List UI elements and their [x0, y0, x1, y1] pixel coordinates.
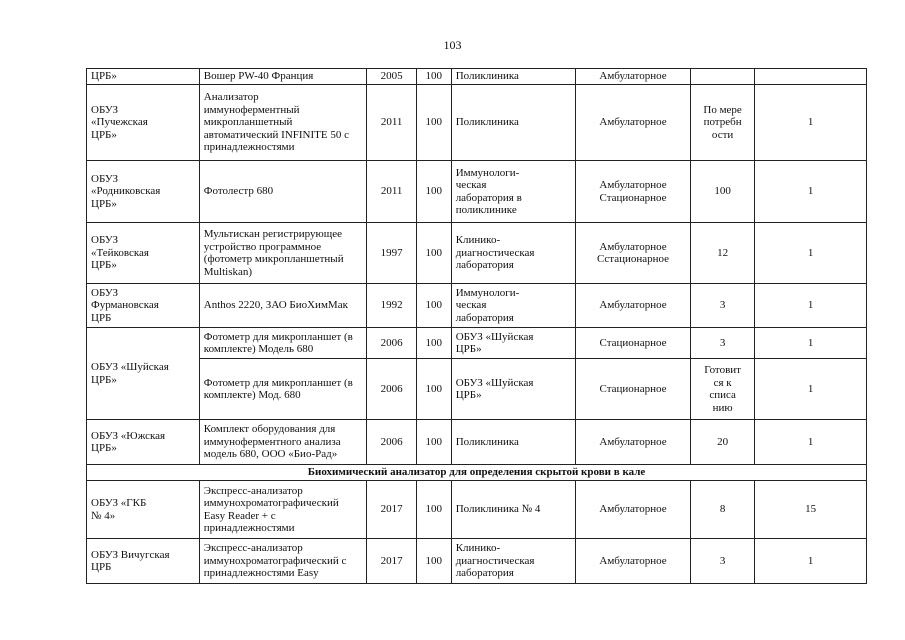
- load-cell: [690, 69, 754, 85]
- year-cell: 2011: [367, 161, 417, 223]
- equipment-cell: Комплект оборудования для иммуноферментного анализа модель 680, ООО «Био-Рад»: [199, 420, 367, 465]
- count-cell: 1: [755, 223, 867, 284]
- wear-cell: 100: [416, 223, 451, 284]
- section-title: Биохимический анализатор для определения скрытой крови в кале: [87, 465, 867, 481]
- org-cell: ОБУЗ «Родниковская ЦРБ»: [87, 161, 200, 223]
- count-cell: 1: [755, 359, 867, 420]
- table-row: [87, 539, 867, 584]
- location-cell: Клинико- диагностическая лаборатория: [451, 223, 575, 284]
- wear-cell: 100: [416, 161, 451, 223]
- load-cell: 20: [690, 420, 754, 465]
- table-row: [87, 359, 867, 420]
- table-row: [87, 420, 867, 465]
- care-type-cell: Амбулаторное: [576, 420, 691, 465]
- org-cell: ОБУЗ «Шуйская ЦРБ»: [87, 328, 200, 420]
- section-row: [87, 465, 867, 481]
- count-cell: 1: [755, 161, 867, 223]
- count-cell: 1: [755, 328, 867, 359]
- wear-cell: 100: [416, 69, 451, 85]
- org-cell: ОБУЗ Вичугская ЦРБ: [87, 539, 200, 584]
- location-cell: Клинико- диагностическая лаборатория: [451, 539, 575, 584]
- wear-cell: 100: [416, 85, 451, 161]
- org-cell: ЦРБ»: [87, 69, 200, 85]
- location-cell: Поликлиника: [451, 85, 575, 161]
- equipment-cell: Фотолестр 680: [199, 161, 367, 223]
- year-cell: 2017: [367, 481, 417, 539]
- org-cell: ОБУЗ «Тейковская ЦРБ»: [87, 223, 200, 284]
- wear-cell: 100: [416, 420, 451, 465]
- wear-cell: 100: [416, 328, 451, 359]
- equipment-table: [86, 68, 867, 584]
- wear-cell: 100: [416, 481, 451, 539]
- count-cell: 1: [755, 420, 867, 465]
- count-cell: 1: [755, 85, 867, 161]
- table-row: [87, 328, 867, 359]
- table-row: [87, 85, 867, 161]
- load-cell: 8: [690, 481, 754, 539]
- care-type-cell: Амбулаторное: [576, 85, 691, 161]
- load-cell: По мере потребн ости: [690, 85, 754, 161]
- year-cell: 2006: [367, 328, 417, 359]
- location-cell: Поликлиника: [451, 69, 575, 85]
- wear-cell: 100: [416, 359, 451, 420]
- year-cell: 2006: [367, 359, 417, 420]
- year-cell: 2011: [367, 85, 417, 161]
- location-cell: Иммунологи- ческая лаборатория в поликлинике: [451, 161, 575, 223]
- care-type-cell: Стационарное: [576, 359, 691, 420]
- care-type-cell: Амбулаторное: [576, 284, 691, 328]
- year-cell: 2005: [367, 69, 417, 85]
- count-cell: [755, 69, 867, 85]
- care-type-cell: Стационарное: [576, 328, 691, 359]
- wear-cell: 100: [416, 539, 451, 584]
- wear-cell: 100: [416, 284, 451, 328]
- care-type-cell: Амбулаторное Стационарное: [576, 161, 691, 223]
- load-cell: 3: [690, 284, 754, 328]
- equipment-cell: Экспресс-анализатор иммунохроматографический Easy Reader + с принадлежностями: [199, 481, 367, 539]
- org-cell: ОБУЗ «Южская ЦРБ»: [87, 420, 200, 465]
- org-cell: ОБУЗ Фурмановская ЦРБ: [87, 284, 200, 328]
- table-row: [87, 284, 867, 328]
- count-cell: 1: [755, 539, 867, 584]
- year-cell: 2017: [367, 539, 417, 584]
- org-cell: ОБУЗ «ГКБ № 4»: [87, 481, 200, 539]
- org-cell: ОБУЗ «Пучежская ЦРБ»: [87, 85, 200, 161]
- table-row: [87, 161, 867, 223]
- load-cell: 3: [690, 328, 754, 359]
- location-cell: ОБУЗ «Шуйская ЦРБ»: [451, 328, 575, 359]
- year-cell: 1997: [367, 223, 417, 284]
- care-type-cell: Амбулаторное Сстационарное: [576, 223, 691, 284]
- equipment-cell: Вошер PW-40 Франция: [199, 69, 367, 85]
- table-row: [87, 223, 867, 284]
- care-type-cell: Амбулаторное: [576, 69, 691, 85]
- location-cell: Иммунологи- ческая лаборатория: [451, 284, 575, 328]
- equipment-cell: Фотометр для микропланшет (в комплекте) Мод. 680: [199, 359, 367, 420]
- location-cell: Поликлиника: [451, 420, 575, 465]
- load-cell: 12: [690, 223, 754, 284]
- page-number: 103: [443, 38, 462, 52]
- equipment-cell: Экспресс-анализатор иммунохроматографический с принадлежностями Easy: [199, 539, 367, 584]
- equipment-cell: Анализатор иммуноферментный микропланшетный автоматический INFINITE 50 с принадлежностями: [199, 85, 367, 161]
- year-cell: 2006: [367, 420, 417, 465]
- location-cell: Поликлиника № 4: [451, 481, 575, 539]
- equipment-cell: Мультискан регистрирующее устройство программное (фотометр микропланшетный Multiskan): [199, 223, 367, 284]
- count-cell: 15: [755, 481, 867, 539]
- care-type-cell: Амбулаторное: [576, 539, 691, 584]
- year-cell: 1992: [367, 284, 417, 328]
- count-cell: 1: [755, 284, 867, 328]
- table-row: [87, 481, 867, 539]
- equipment-cell: Фотометр для микропланшет (в комплекте) Модель 680: [199, 328, 367, 359]
- table-row: [87, 69, 867, 85]
- equipment-cell: Anthos 2220, ЗАО БиоХимМак: [199, 284, 367, 328]
- location-cell: ОБУЗ «Шуйская ЦРБ»: [451, 359, 575, 420]
- load-cell: Готовит ся к списа нию: [690, 359, 754, 420]
- load-cell: 3: [690, 539, 754, 584]
- load-cell: 100: [690, 161, 754, 223]
- care-type-cell: Амбулаторное: [576, 481, 691, 539]
